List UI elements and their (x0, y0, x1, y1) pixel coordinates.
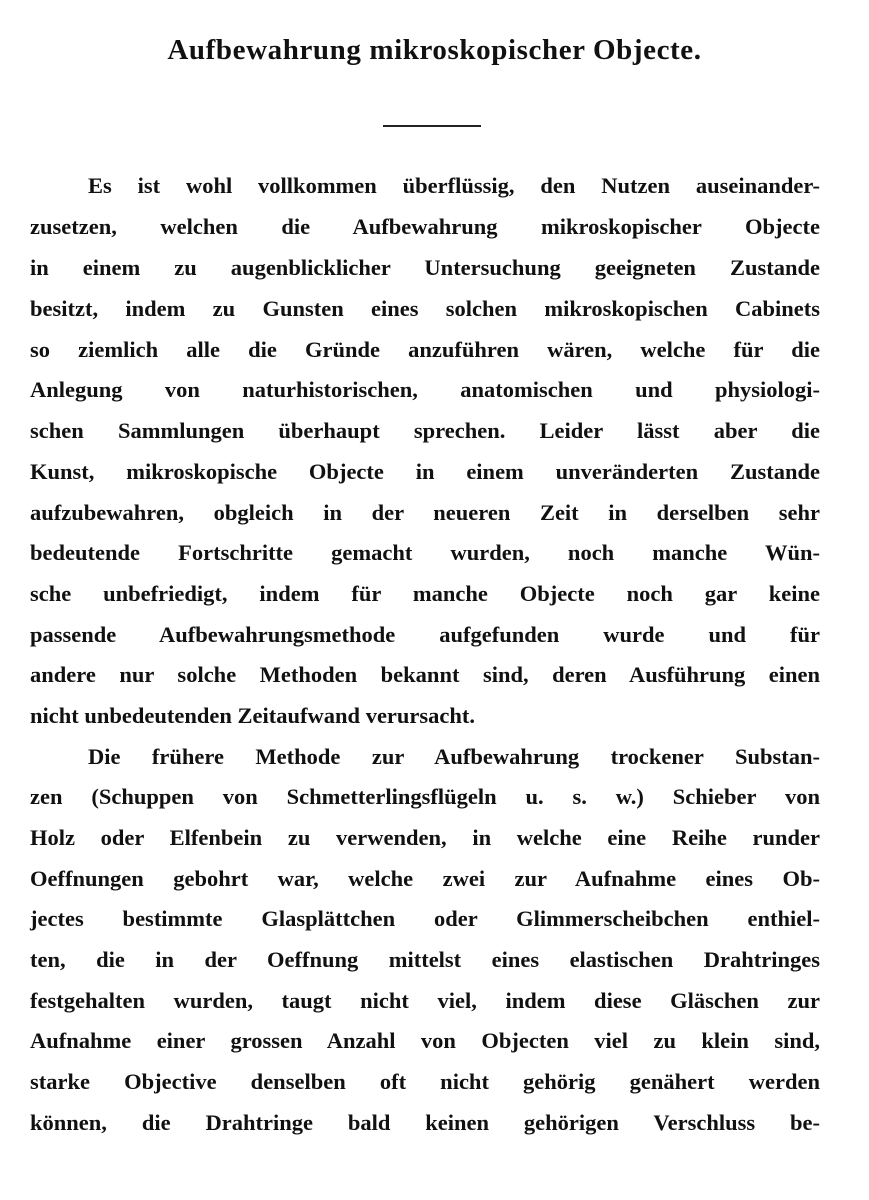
text-line: können, die Drahtringe bald keinen gehörigen Verschluss be- (30, 1110, 820, 1135)
text-line: zusetzen, welchen die Aufbewahrung mikroskopischer Objecte (30, 214, 820, 239)
text-line: sche unbefriedigt, indem für manche Objecte noch gar keine (30, 581, 820, 606)
text-line: in einem zu augenblicklicher Untersuchung geeigneten Zustande (30, 255, 820, 280)
text-line: Die frühere Methode zur Aufbewahrung trockener Substan- (88, 744, 820, 769)
text-line: schen Sammlungen überhaupt sprechen. Leider lässt aber die (30, 418, 820, 443)
text-line: andere nur solche Methoden bekannt sind, deren Ausführung einen (30, 662, 820, 687)
text-line: aufzubewahren, obgleich in der neueren Zeit in derselben sehr (30, 500, 820, 525)
text-line: jectes bestimmte Glasplättchen oder Glimmerscheibchen enthiel- (30, 906, 820, 931)
text-line: zen (Schuppen von Schmetterlingsflügeln u. s. w.) Schieber von (30, 784, 820, 809)
title-divider-rule (383, 125, 481, 127)
text-line: besitzt, indem zu Gunsten eines solchen mikroskopischen Cabinets (30, 296, 820, 321)
text-line: bedeutende Fortschritte gemacht wurden, noch manche Wün- (30, 540, 820, 565)
text-line: Anlegung von naturhistorischen, anatomischen und physiologi- (30, 377, 820, 402)
text-line: Holz oder Elfenbein zu verwenden, in welche eine Reihe runder (30, 825, 820, 850)
page-title: Aufbewahrung mikroskopischer Objecte. (167, 34, 702, 66)
text-line: Aufnahme einer grossen Anzahl von Objecten viel zu klein sind, (30, 1028, 820, 1053)
text-line: Kunst, mikroskopische Objecte in einem unveränderten Zustande (30, 459, 820, 484)
text-line: passende Aufbewahrungsmethode aufgefunden wurde und für (30, 622, 820, 647)
text-line: nicht unbedeutenden Zeitaufwand verursacht. (30, 703, 476, 728)
text-line: festgehalten wurden, taugt nicht viel, indem diese Gläschen zur (30, 988, 820, 1013)
text-line: ten, die in der Oeffnung mittelst eines elastischen Drahtringes (30, 947, 820, 972)
text-line: Es ist wohl vollkommen überflüssig, den Nutzen auseinander- (88, 173, 820, 198)
text-line: Oeffnungen gebohrt war, welche zwei zur Aufnahme eines Ob- (30, 866, 820, 891)
text-line: so ziemlich alle die Gründe anzuführen wären, welche für die (30, 337, 820, 362)
text-line: starke Objective denselben oft nicht gehörig genähert werden (30, 1069, 820, 1094)
